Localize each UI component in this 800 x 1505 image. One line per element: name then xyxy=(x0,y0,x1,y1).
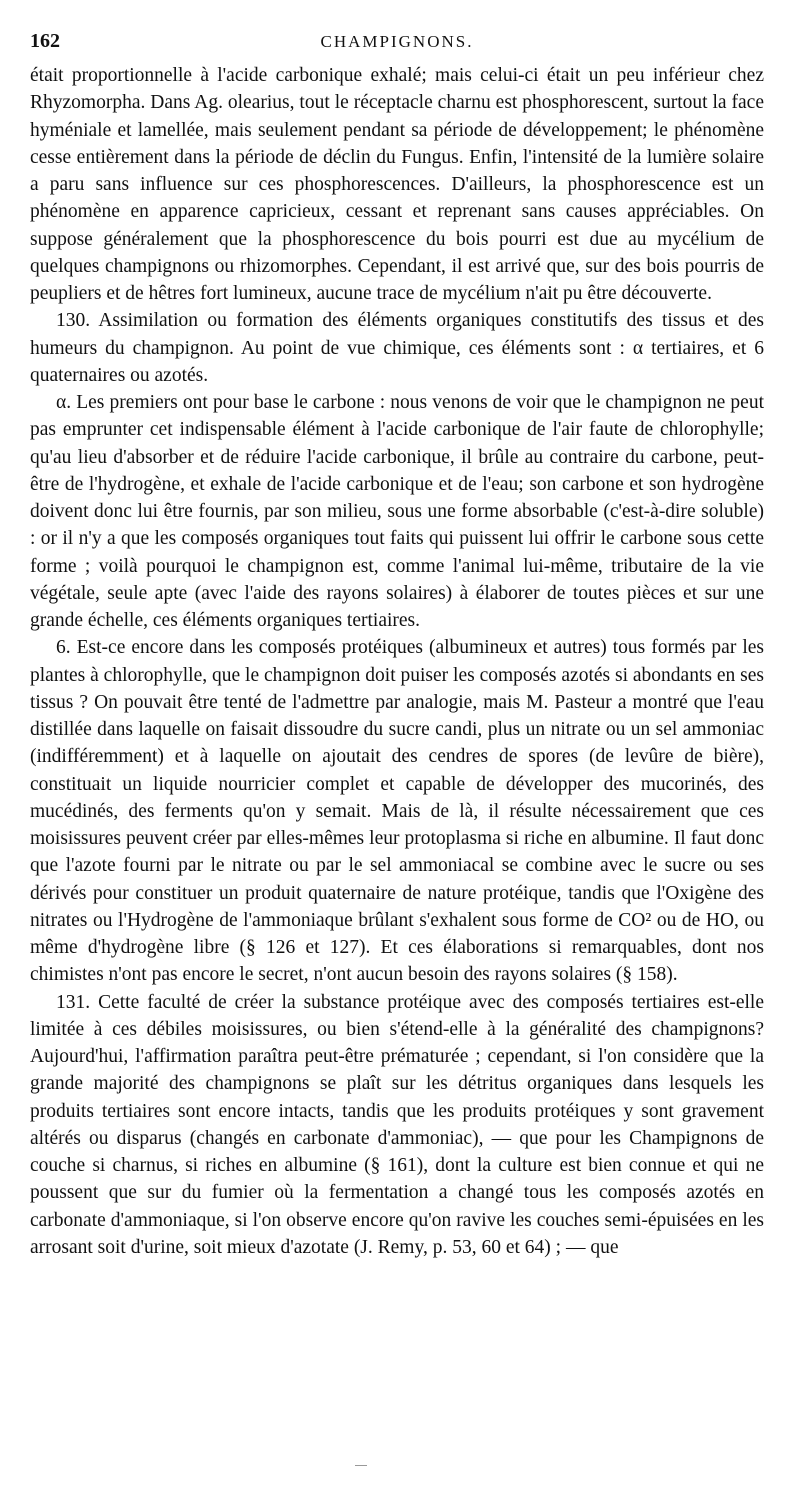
paragraph-section-130: 130. Assimilation ou formation des éléments organiques constitutifs des tissus et des humeurs du champignon. Au point de vue chimique, ces éléments sont : α tertiaires, et 6 quaternaires ou azotés. xyxy=(30,310,764,386)
page-header xyxy=(30,30,764,58)
paragraph-alpha: α. Les premiers ont pour base le carbone : nous venons de voir que le champignon ne peut pas emprunter cet indispensable élément à l'acide carbonique de l'air faute de chlorophylle; qu'au lieu d'absorber et de réduire l'acide carbonique, il brûle au contraire du carbone, peut-être de l'hydrogène, et exhale de l'acide carbonique et de l'eau; son carbone et son hydrogène doivent donc lui être fournis, par son milieu, sous une forme absorbable (c'est-à-dire soluble) : or il n'y a que les composés organiques tout faits qui puissent lui offrir le carbone sous cette forme ; voilà pourquoi le champignon est, comme l'animal lui-même, tributaire de la vie végétale, seule apte (avec l'aide des rayons solaires) à élaborer de toutes pièces et sur une grande échelle, ces éléments organiques tertiaires. xyxy=(30,392,764,631)
page-footer-mark xyxy=(355,1465,367,1466)
paragraph-beta: 6. Est-ce encore dans les composés protéiques (albumineux et autres) tous formés par les plantes à chlorophylle, que le champignon doit puiser les composés azotés si abondants en ses tissus ? On pouvait être tenté de l'admettre par analogie, mais M. Pasteur a montré que l'eau distillée dans laquelle on faisait dissoudre du sucre candi, plus un nitrate ou un sel ammoniac (indifféremment) et à laquelle on ajoutait des cendres de spores (de levûre de bière), constituait un liquide nourricier complet et capable de développer des mucorinés, des mucédinés, des ferments qu'on y semait. Mais de là, il résulte nécessairement que ces moisissures peuvent créer par elles-mêmes leur protoplasma si riche en albumine. Il faut donc que l'azote fourni par le nitrate ou par le sel ammoniacal se combine avec le sucre ou ses dérivés pour constituer un produit quaternaire de nature protéique, tandis que l'Oxigène des nitrates ou l'Hydrogène de l'ammoniaque brûlant s'exhalent sous forme de CO² ou de HO, ou même d'hydrogène libre (§ 126 et 127). Et ces élaborations si remarquables, dont nos chimistes n'ont pas encore le secret, n'ont aucun besoin des rayons solaires (§ 158). xyxy=(30,637,764,986)
paragraph-continuation: était proportionnelle à l'acide carbonique exhalé; mais celui-ci était un peu inférieur chez Rhyzomorpha. Dans Ag. olearius, tout le réceptacle charnu est phosphorescent, surtout la face hyméniale et lamellée, mais seulement pendant sa période de développement; le phénomène cesse entièrement dans la période de déclin du Fungus. Enfin, l'intensité de la lumière solaire a paru sans influence sur ces phosphorescences. D'ailleurs, la phosphorescence est un phénomène en apparence capricieux, cessant et reprenant sans causes appréciables. On suppose généralement que la phosphorescence du bois pourri est due au mycélium de quelques champignons ou rhizomorphes. Cependant, il est arrivé que, sur des bois pourris de peupliers et de hêtres fort lumineux, aucune trace de mycélium n'ait pu être découverte. xyxy=(30,65,764,304)
page-body xyxy=(30,62,764,1261)
page-number: 162 xyxy=(30,30,60,52)
paragraph-section-131: 131. Cette faculté de créer la substance protéique avec des composés tertiaires est-elle limitée à ces débiles moisissures, ou bien s'étend-elle à la généralité des champignons? Aujourd'hui, l'affirmation paraîtra peut-être prématurée ; cependant, si l'on considère que la grande majorité des champignons se plaît sur les détritus organiques dans lesquels les produits tertiaires sont encore intacts, tandis que les produits protéiques y sont gravement altérés ou disparus (changés en carbonate d'ammoniac), — que pour les Champignons de couche si charnus, si riches en albumine (§ 161), dont la culture est bien connue et qui ne poussent que sur du fumier où la fermentation a changé tous les composés azotés en carbonate d'ammoniaque, si l'on observe encore qu'on ravive les couches semi-épuisées en les arrosant soit d'urine, soit mieux d'azotate (J. Remy, p. 53, 60 et 64) ; — que xyxy=(30,991,764,1258)
running-title: CHAMPIGNONS. xyxy=(320,32,474,51)
